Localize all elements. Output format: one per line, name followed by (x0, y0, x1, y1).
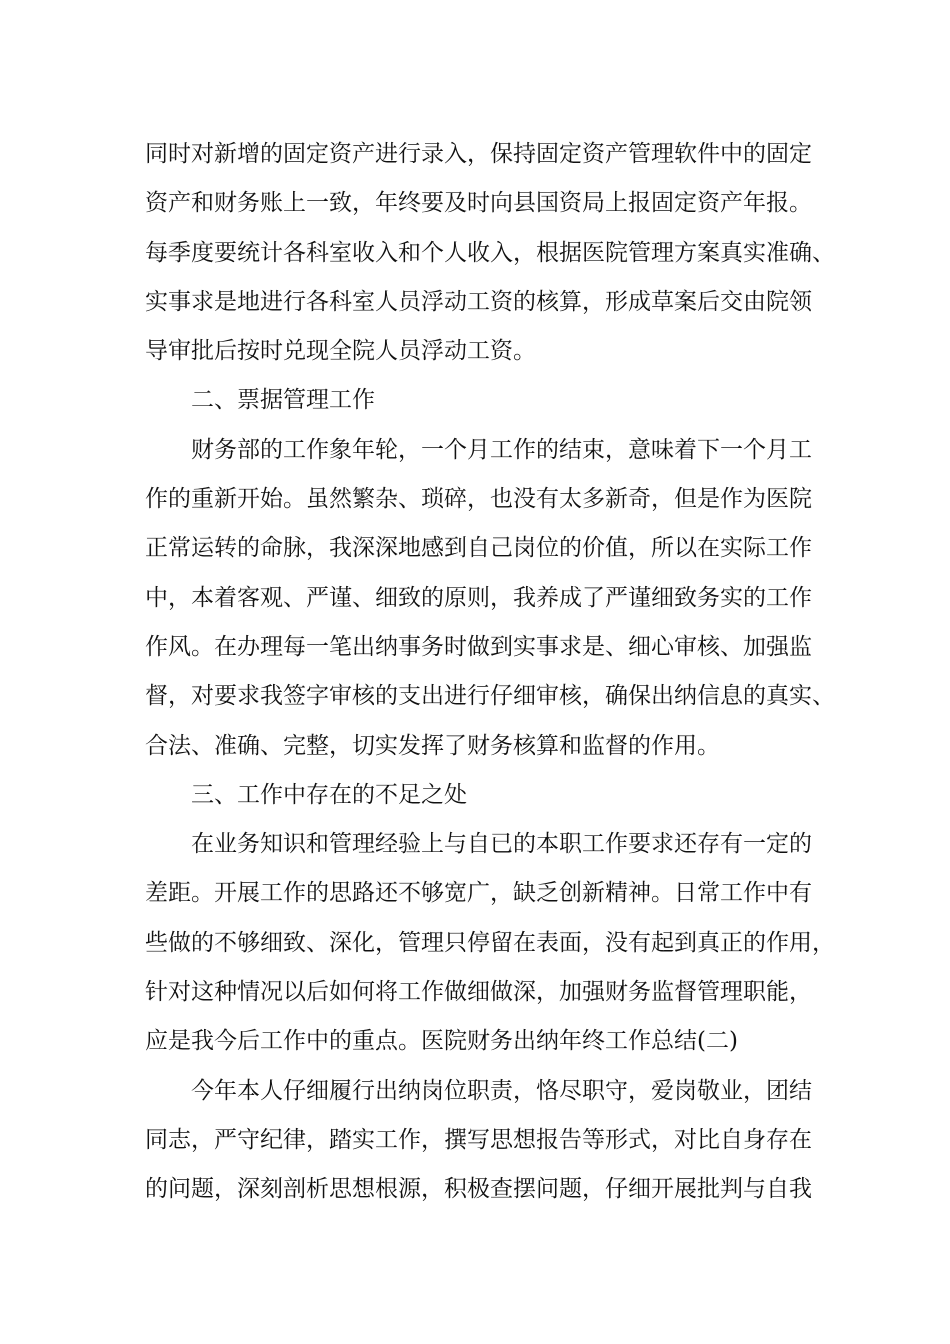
text-line: 应是我今后工作中的重点。医院财务出纳年终工作总结(二) (145, 1028, 738, 1055)
text-line: 针对这种情况以后如何将工作做细做深，加强财务监督管理职能， (145, 979, 812, 1006)
text-line: 差距。开展工作的思路还不够宽广，缺乏创新精神。日常工作中有 (145, 880, 812, 907)
text-line: 今年本人仔细履行出纳岗位职责，恪尽职守，爱岗敬业，团结 (191, 1077, 812, 1104)
text-line: 的问题，深刻剖析思想根源，积极查摆问题，仔细开展批判与自我 (145, 1176, 812, 1203)
text-line: 三、工作中存在的不足之处 (191, 781, 467, 808)
text-line: 督，对要求我签字审核的支出进行仔细审核，确保出纳信息的真实、 (145, 683, 835, 710)
text-line: 作风。在办理每一笔出纳事务时做到实事求是、细心审核、加强监 (145, 633, 812, 660)
text-line: 同志，严守纪律，踏实工作，撰写思想报告等形式，对比自身存在 (145, 1126, 812, 1153)
text-line: 作的重新开始。虽然繁杂、琐碎，也没有太多新奇，但是作为医院 (145, 486, 812, 513)
text-line: 实事求是地进行各科室人员浮动工资的核算，形成草案后交由院领 (145, 288, 812, 315)
document-body (145, 130, 835, 1215)
text-line: 二、票据管理工作 (191, 387, 375, 414)
text-line: 中，本着客观、严谨、细致的原则，我养成了严谨细致务实的工作 (145, 584, 812, 611)
text-line: 合法、准确、完整，切实发挥了财务核算和监督的作用。 (145, 732, 720, 759)
text-line: 资产和财务账上一致，年终要及时向县国资局上报固定资产年报。 (145, 190, 812, 217)
text-line: 导审批后按时兑现全院人员浮动工资。 (145, 338, 536, 365)
text-line: 同时对新增的固定资产进行录入，保持固定资产管理软件中的固定 (145, 141, 812, 167)
text-line: 正常运转的命脉，我深深地感到自己岗位的价值，所以在实际工作 (145, 535, 812, 562)
text-line: 些做的不够细致、深化，管理只停留在表面，没有起到真正的作用， (145, 929, 835, 956)
text-line: 在业务知识和管理经验上与自已的本职工作要求还存有一定的 (191, 831, 812, 858)
text-line: 每季度要统计各科室收入和个人收入，根据医院管理方案真实准确、 (145, 239, 835, 266)
text-line: 财务部的工作象年轮，一个月工作的结束，意味着下一个月工 (191, 436, 812, 463)
